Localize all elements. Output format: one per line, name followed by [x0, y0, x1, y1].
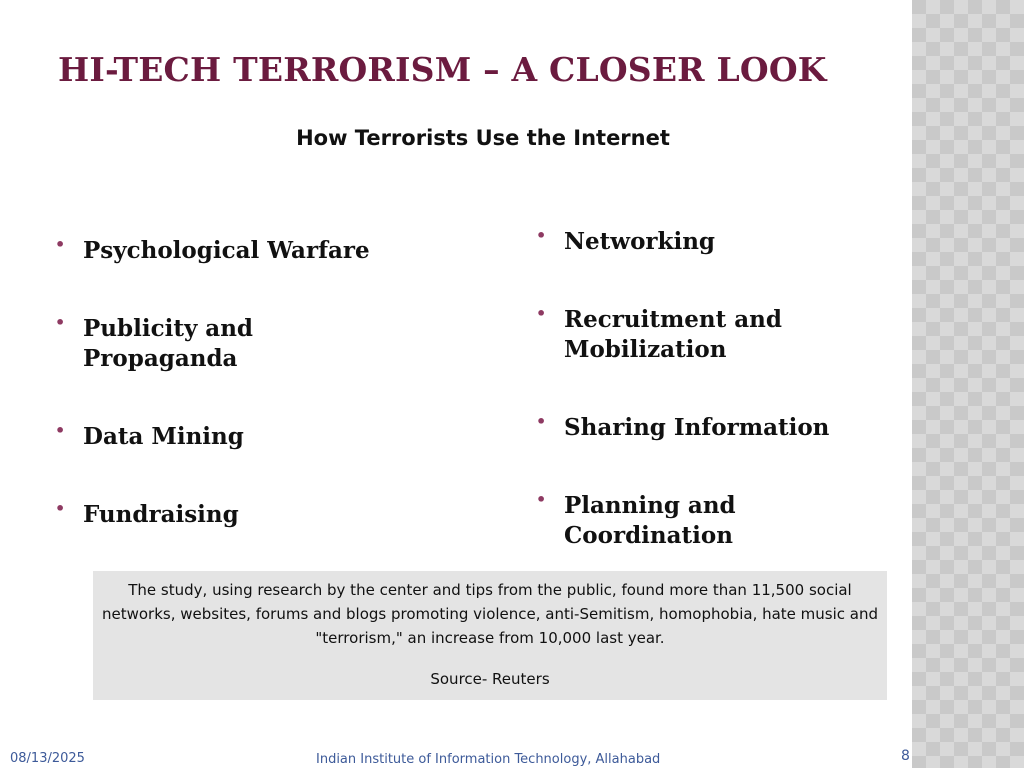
bullet-text: Fundraising	[83, 501, 239, 528]
bullet-item	[536, 305, 814, 365]
bullet-text: Data Mining	[83, 423, 244, 450]
right-bullet-list	[536, 227, 896, 599]
footer-organization: Indian Institute of Information Technology, Allahabad	[316, 752, 661, 767]
footer-date: 08/13/2025	[10, 751, 85, 766]
quote-image-box	[93, 571, 887, 700]
side-pattern-decoration	[912, 0, 1024, 768]
bullet-text: Networking	[564, 228, 716, 255]
bullet-text: Publicity and Propaganda	[83, 315, 254, 372]
bullet-text: Sharing Information	[564, 414, 830, 441]
quote-source: Source- Reuters	[430, 670, 550, 688]
bullet-text: Psychological Warfare	[83, 237, 370, 264]
slide-subtitle: How Terrorists Use the Internet	[296, 126, 670, 150]
bullet-icon: •	[536, 226, 547, 245]
bullet-item	[55, 500, 413, 530]
slide-title: HI-TECH TERRORISM – A CLOSER LOOK	[58, 50, 827, 89]
bullet-item	[536, 491, 784, 551]
bullet-icon: •	[55, 235, 66, 254]
bullet-item	[55, 314, 303, 374]
bullet-text: Recruitment and Mobilization	[564, 306, 782, 363]
bullet-icon: •	[536, 490, 547, 509]
bullet-icon: •	[536, 304, 547, 323]
quote-text: The study, using research by the center and tips from the public, found more than 11,500 social networks, websites, forums and blogs promoting violence, anti-Semitism, homophobia, hate music and "terrorism," an increase from 10,000 last year.	[101, 581, 879, 647]
bullet-item	[55, 422, 413, 452]
left-bullet-list	[55, 236, 475, 578]
bullet-icon: •	[536, 412, 547, 431]
bullet-icon: •	[55, 421, 66, 440]
page-number: 8	[901, 748, 910, 764]
bullet-item	[55, 236, 413, 266]
bullet-item	[536, 227, 894, 257]
bullet-text: Planning and Coordination	[564, 492, 736, 549]
bullet-icon: •	[55, 499, 66, 518]
bullet-icon: •	[55, 313, 66, 332]
bullet-item	[536, 413, 894, 443]
